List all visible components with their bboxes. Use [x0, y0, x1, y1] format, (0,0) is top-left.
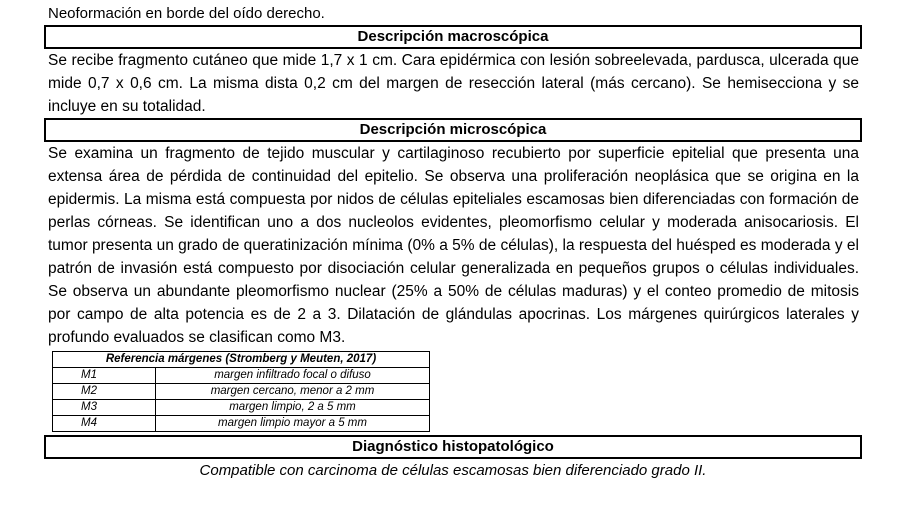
margin-code: M2: [53, 384, 156, 400]
table-row: [53, 400, 430, 416]
micro-heading: Descripción microscópica: [44, 118, 862, 142]
margin-desc: margen infiltrado focal o difuso: [156, 368, 430, 384]
macro-text: Se recibe fragmento cutáneo que mide 1,7 x 1 cm. Cara epidérmica con lesión sobreelevada, pardusca, ulcerada que mide 0,7 x 0,6 cm. La misma dista 0,2 cm del margen de resección lateral (más cercano). Se hemisecciona y se incluye en su totalidad.: [48, 52, 859, 115]
macro-heading: Descripción macroscópica: [44, 25, 862, 49]
margin-desc: margen limpio mayor a 5 mm: [156, 416, 430, 432]
margin-code: M3: [53, 400, 156, 416]
margin-desc: margen limpio, 2 a 5 mm: [156, 400, 430, 416]
table-title: Referencia márgenes (Stromberg y Meuten, 2017): [53, 352, 430, 368]
diagnosis-heading: Diagnóstico histopatológico: [44, 435, 862, 459]
table-row: [53, 416, 430, 432]
margin-desc: margen cercano, menor a 2 mm: [156, 384, 430, 400]
margin-reference-table: [52, 351, 430, 432]
intro-line: Neoformación en borde del oído derecho.: [48, 5, 325, 22]
margin-code: M4: [53, 416, 156, 432]
report-page: [44, 0, 862, 483]
table-row: [53, 368, 430, 384]
margin-code: M1: [53, 368, 156, 384]
diagnosis-text: Compatible con carcinoma de células escamosas bien diferenciado grado II.: [199, 462, 707, 479]
table-row: [53, 384, 430, 400]
micro-text: Se examina un fragmento de tejido muscular y cartilaginoso recubierto por superficie epitelial que presenta una extensa área de pérdida de continuidad del epitelio. Se observa una proliferación neoplásica que se origina en la epidermis. La misma está compuesta por nidos de células epiteliales escamosas bien diferenciadas con formación de perlas córneas. Se identifican uno a dos nucleolos evidentes, pleomorfismo celular y moderada anisocariosis. El tumor presenta un grado de queratinización mínima (0% a 5% de células), la respuesta del huésped es moderada y el patrón de invasión está compuesto por disociación celular generalizada en pequeños grupos o células individuales. Se observa un abundante pleomorfismo nuclear (25% a 50% de células maduras) y el conteo promedio de mitosis por campo de alta potencia es de 2 a 3. Dilatación de glándulas apocrinas. Los márgenes quirúrgicos laterales y profundo evaluados se clasifican como M3.: [48, 145, 859, 346]
